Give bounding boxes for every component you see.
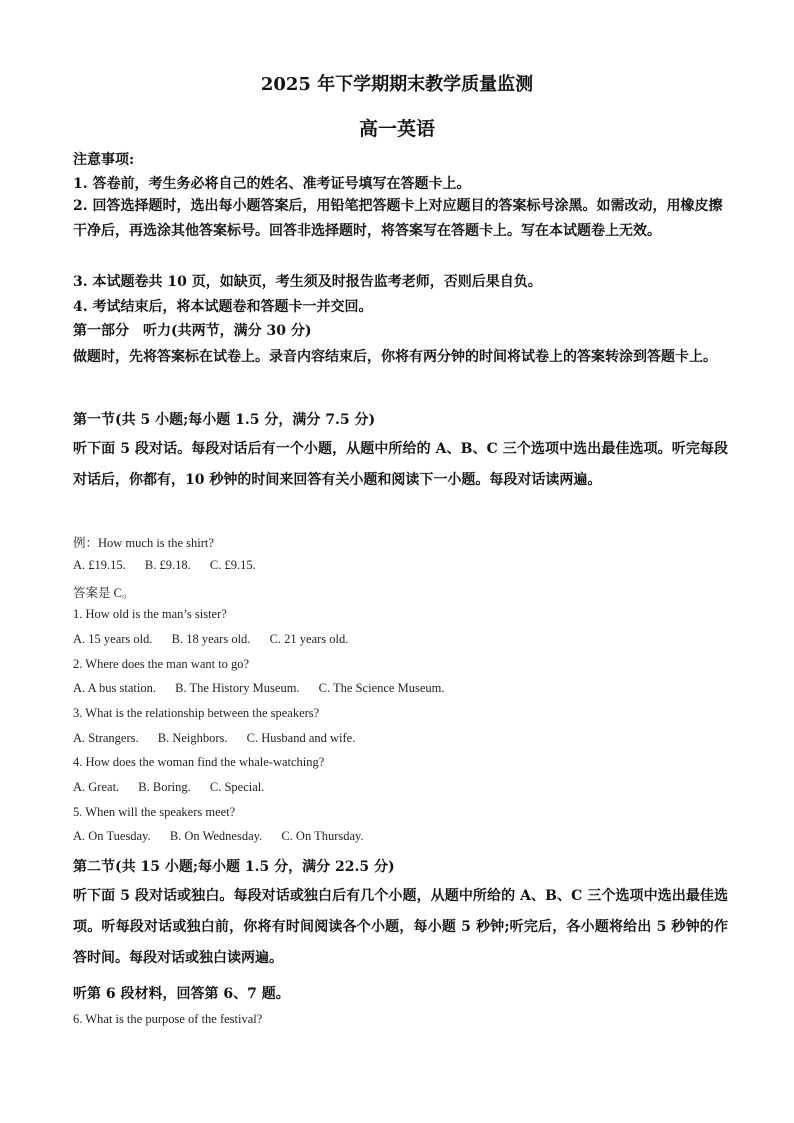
question-options <box>73 731 355 746</box>
example-question: 例：How much is the shirt? <box>73 536 214 550</box>
notes-heading: 注意事项: <box>73 152 135 168</box>
option: B. £9.18. <box>144 558 191 572</box>
option: A. Great. <box>73 780 120 794</box>
exam-subject: 高一英语 <box>358 118 435 140</box>
option: C. 21 years old. <box>269 632 349 646</box>
section1-instruction: 听下面 5 段对话。每段对话后有一个小题，从题中所给的 A、B、C 三个选项中选出最佳选项。听完每段对话后，你都有，10 秒钟的时间来回答有关小题和阅读下一小题。每段对话读两遍。 <box>73 441 728 488</box>
option: A. A bus station. <box>73 681 156 695</box>
option: A. 15 years old. <box>73 632 153 646</box>
section2-instruction: 听下面 5 段对话或独白。每段对话或独白后有几个小题，从题中所给的 A、B、C 三个选项中选出最佳选项。听每段对话或独白前，你将有时间阅读各个小题，每小题 5 秒钟;听完后，各小题将给出 5 秒钟的作答时间。每段对话或独白读两遍。 <box>73 888 728 966</box>
question-options <box>73 681 444 696</box>
option: C. On Thursday. <box>281 829 364 843</box>
part1-heading: 第一部分 听力(共两节，满分 30 分) <box>73 323 312 339</box>
notes-item-2: 2. 回答选择题时，选出每小题答案后，用铅笔把答题卡上对应题目的答案标号涂黑。如需改动，用橡皮擦干净后，再选涂其他答案标号。回答非选择题时，将答案写在答题卡上。写在本试题卷上无效。 <box>73 198 723 239</box>
option: B. Boring. <box>138 780 191 794</box>
option: C. The Science Museum. <box>318 681 445 695</box>
option: B. On Wednesday. <box>169 829 263 843</box>
option: A. On Tuesday. <box>73 829 151 843</box>
question-stem: 4. How does the woman find the whale-watching? <box>73 755 325 769</box>
question-stem: 6. What is the purpose of the festival? <box>73 1012 263 1026</box>
notes-item-1: 1. 答卷前，考生务必将自己的姓名、准考证号填写在答题卡上。 <box>73 176 471 192</box>
question-options <box>73 632 348 647</box>
question-stem: 2. Where does the man want to go? <box>73 657 250 671</box>
question-stem: 5. When will the speakers meet? <box>73 805 236 819</box>
question-options <box>73 829 364 844</box>
example-answer: 答案是 C。 <box>73 586 135 600</box>
option: B. The History Museum. <box>175 681 300 695</box>
part1-instruction: 做题时，先将答案标在试卷上。录音内容结束后，你将有两分钟的时间将试卷上的答案转涂到答题卡上。 <box>73 349 717 365</box>
notes-item-4: 4. 考试结束后，将本试题卷和答题卡一并交回。 <box>73 299 373 315</box>
option: C. Special. <box>209 780 265 794</box>
section1-heading: 第一节(共 5 小题;每小题 1.5 分，满分 7.5 分) <box>73 412 376 428</box>
option: A. £19.15. <box>73 558 126 572</box>
option: B. 18 years old. <box>171 632 251 646</box>
question-stem: 3. What is the relationship between the speakers? <box>73 706 320 720</box>
material-heading: 听第 6 段材料，回答第 6、7 题。 <box>73 986 290 1002</box>
notes-item-3: 3. 本试题卷共 10 页，如缺页，考生须及时报告监考老师，否则后果自负。 <box>73 274 542 290</box>
exam-title: 2025 年下学期期末教学质量监测 <box>260 74 534 95</box>
option: A. Strangers. <box>73 731 139 745</box>
option: C. £9.15. <box>209 558 256 572</box>
question-options <box>73 780 264 795</box>
option: C. Husband and wife. <box>246 731 356 745</box>
section2-heading: 第二节(共 15 小题;每小题 1.5 分，满分 22.5 分) <box>73 859 395 875</box>
option: B. Neighbors. <box>157 731 228 745</box>
question-stem: 1. How old is the man’s sister? <box>73 607 227 621</box>
example-options <box>73 558 256 573</box>
